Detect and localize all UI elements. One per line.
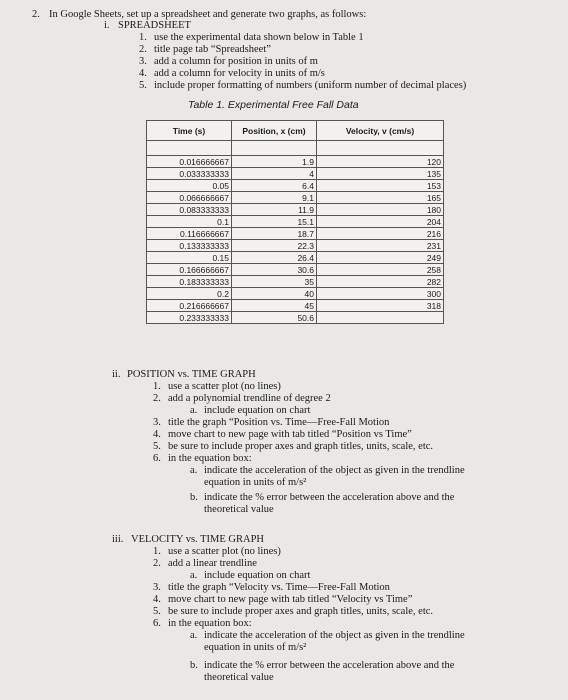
velocity-cell: 180: [317, 204, 444, 216]
time-cell: 0.116666667: [147, 228, 232, 240]
list-number: 2.: [153, 393, 161, 404]
position-cell: 26.4: [232, 252, 317, 264]
position-cell: 4: [232, 168, 317, 180]
table-row: [147, 168, 444, 180]
velocity-cell: 231: [317, 240, 444, 252]
question-number: 2.: [32, 9, 40, 20]
position-cell: 6.4: [232, 180, 317, 192]
table-row: [147, 204, 444, 216]
time-cell: 0.183333333: [147, 276, 232, 288]
list-item: add a polynomial trendline of degree 2: [168, 393, 331, 404]
list-number: 2.: [153, 558, 161, 569]
column-header-position: Position, x (cm): [232, 121, 317, 141]
velocity-cell: 249: [317, 252, 444, 264]
list-item: in the equation box:: [168, 618, 252, 629]
list-item: use the experimental data shown below in Table 1: [154, 32, 364, 43]
list-item: add a linear trendline: [168, 558, 257, 569]
sublist-item: indicate the % error between the acceleration above and the: [204, 492, 455, 503]
column-header-velocity: Velocity, v (cm/s): [317, 121, 444, 141]
list-number: 4.: [153, 429, 161, 440]
time-cell: 0.1: [147, 216, 232, 228]
table-spacer-row: [147, 141, 444, 156]
velocity-cell: 120: [317, 156, 444, 168]
velocity-cell: 282: [317, 276, 444, 288]
time-cell: 0.2: [147, 288, 232, 300]
position-cell: 40: [232, 288, 317, 300]
list-item: move chart to new page with tab titled “Position vs Time”: [168, 429, 412, 440]
section-roman: ii.: [112, 369, 121, 380]
table-row: [147, 240, 444, 252]
sublist-letter: a.: [190, 405, 198, 416]
sublist-item-continuation: equation in units of m/s²: [204, 642, 307, 653]
list-number: 4.: [139, 68, 147, 79]
sublist-item: include equation on chart: [204, 570, 311, 581]
list-number: 5.: [153, 606, 161, 617]
list-item: use a scatter plot (no lines): [168, 381, 281, 392]
list-item: include proper formatting of numbers (uniform number of decimal places): [154, 80, 467, 91]
list-number: 5.: [153, 441, 161, 452]
sublist-letter: a.: [190, 630, 198, 641]
list-item: add a column for velocity in units of m/s: [154, 68, 325, 79]
position-cell: 50.6: [232, 312, 317, 324]
sublist-letter: b.: [190, 660, 198, 671]
section-roman: iii.: [112, 534, 124, 545]
data-table: [146, 120, 444, 324]
list-number: 1.: [139, 32, 147, 43]
velocity-cell: 258: [317, 264, 444, 276]
position-cell: 11.9: [232, 204, 317, 216]
time-cell: 0.033333333: [147, 168, 232, 180]
sublist-item: include equation on chart: [204, 405, 311, 416]
table-row: [147, 264, 444, 276]
list-item: title page tab “Spreadsheet”: [154, 44, 271, 55]
sublist-item-continuation: theoretical value: [204, 672, 274, 683]
table-caption: Table 1. Experimental Free Fall Data: [188, 99, 359, 111]
list-number: 4.: [153, 594, 161, 605]
table-row: [147, 276, 444, 288]
section-heading: SPREADSHEET: [118, 20, 191, 31]
list-number: 6.: [153, 618, 161, 629]
sublist-letter: a.: [190, 570, 198, 581]
list-number: 3.: [153, 582, 161, 593]
velocity-cell: 204: [317, 216, 444, 228]
section-heading: POSITION vs. TIME GRAPH: [127, 369, 256, 380]
time-cell: 0.083333333: [147, 204, 232, 216]
section-roman: i.: [104, 20, 110, 31]
velocity-cell: 300: [317, 288, 444, 300]
column-header-time: Time (s): [147, 121, 232, 141]
time-cell: 0.216666667: [147, 300, 232, 312]
table-row: [147, 156, 444, 168]
velocity-cell: 165: [317, 192, 444, 204]
velocity-cell: 153: [317, 180, 444, 192]
time-cell: 0.166666667: [147, 264, 232, 276]
table-row: [147, 252, 444, 264]
table-row: [147, 312, 444, 324]
list-item: be sure to include proper axes and graph titles, units, scale, etc.: [168, 606, 434, 617]
list-number: 5.: [139, 80, 147, 91]
list-item: in the equation box:: [168, 453, 252, 464]
position-cell: 22.3: [232, 240, 317, 252]
time-cell: 0.05: [147, 180, 232, 192]
time-cell: 0.233333333: [147, 312, 232, 324]
sublist-item-continuation: theoretical value: [204, 504, 274, 515]
list-number: 1.: [153, 381, 161, 392]
list-item: move chart to new page with tab titled “Velocity vs Time”: [168, 594, 413, 605]
list-number: 3.: [139, 56, 147, 67]
list-item: title the graph “Velocity vs. Time—Free-Fall Motion: [168, 582, 390, 593]
position-cell: 45: [232, 300, 317, 312]
time-cell: 0.133333333: [147, 240, 232, 252]
list-item: title the graph “Position vs. Time—Free-Fall Motion: [168, 417, 390, 428]
velocity-cell: [317, 312, 444, 324]
time-cell: 0.066666667: [147, 192, 232, 204]
velocity-cell: 216: [317, 228, 444, 240]
velocity-cell: 318: [317, 300, 444, 312]
position-cell: 30.6: [232, 264, 317, 276]
table-row: [147, 192, 444, 204]
list-number: 2.: [139, 44, 147, 55]
position-cell: 18.7: [232, 228, 317, 240]
sublist-item: indicate the acceleration of the object as given in the trendline: [204, 630, 465, 641]
position-cell: 35: [232, 276, 317, 288]
table-row: [147, 288, 444, 300]
list-item: be sure to include proper axes and graph titles, units, scale, etc.: [168, 441, 434, 452]
list-number: 3.: [153, 417, 161, 428]
table-header-row: [147, 121, 444, 141]
list-item: add a column for position in units of m: [154, 56, 318, 67]
list-number: 1.: [153, 546, 161, 557]
time-cell: 0.15: [147, 252, 232, 264]
list-item: use a scatter plot (no lines): [168, 546, 281, 557]
velocity-cell: 135: [317, 168, 444, 180]
table-row: [147, 216, 444, 228]
table-row: [147, 300, 444, 312]
section-heading: VELOCITY vs. TIME GRAPH: [131, 534, 264, 545]
sublist-letter: a.: [190, 465, 198, 476]
sublist-item-continuation: equation in units of m/s²: [204, 477, 307, 488]
position-cell: 1.9: [232, 156, 317, 168]
sublist-letter: b.: [190, 492, 198, 503]
sublist-item: indicate the % error between the acceleration above and the: [204, 660, 455, 671]
position-cell: 15.1: [232, 216, 317, 228]
table-row: [147, 180, 444, 192]
table-row: [147, 228, 444, 240]
position-cell: 9.1: [232, 192, 317, 204]
time-cell: 0.016666667: [147, 156, 232, 168]
question-intro: In Google Sheets, set up a spreadsheet and generate two graphs, as follows:: [49, 9, 367, 20]
list-number: 6.: [153, 453, 161, 464]
sublist-item: indicate the acceleration of the object as given in the trendline: [204, 465, 465, 476]
